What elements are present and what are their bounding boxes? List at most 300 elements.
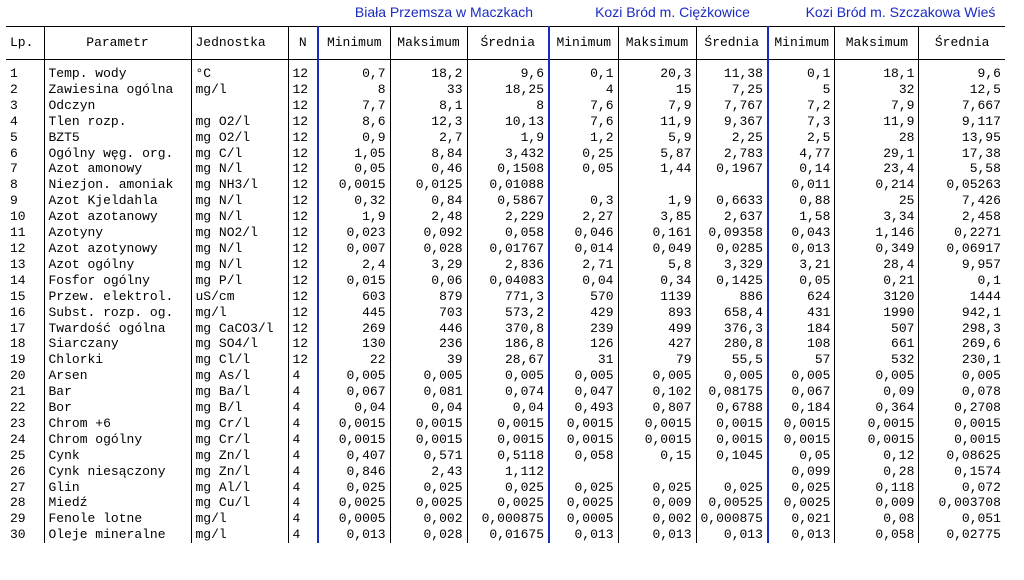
table-body — [6, 66, 1005, 543]
cell-lp: 12 — [10, 240, 26, 256]
cell-s1-srednia: 1,9 — [467, 130, 549, 146]
cell-jednostka: mg N/l — [191, 209, 288, 225]
cell-s2-maksimum: 1139 — [618, 289, 696, 305]
cell-n: 4 — [288, 400, 318, 416]
cell-s2-minimum: 239 — [549, 321, 618, 337]
cell-n: 12 — [288, 225, 318, 241]
cell-s2-maksimum: 5,8 — [618, 257, 696, 273]
cell-jednostka: mg O2/l — [191, 114, 288, 130]
cell-s1-srednia: 8 — [467, 98, 549, 114]
cell-jednostka: mg/l — [191, 82, 288, 98]
cell-lp: 15 — [10, 288, 26, 304]
cell-s3-srednia: 298,3 — [919, 321, 1005, 337]
cell-s3-minimum: 0,099 — [768, 464, 835, 480]
cell-s3-maksimum: 7,9 — [835, 98, 919, 114]
cell-s2-srednia: 0,6788 — [696, 400, 768, 416]
cell-s2-srednia: 9,367 — [696, 114, 768, 130]
cell-s3-maksimum: 11,9 — [835, 114, 919, 130]
cell-s2-maksimum: 1,44 — [618, 161, 696, 177]
cell-s1-minimum: 0,0015 — [318, 432, 390, 448]
cell-s1-minimum: 0,0015 — [318, 177, 390, 193]
table-row — [6, 384, 1005, 400]
cell-s3-srednia: 9,6 — [919, 66, 1005, 82]
cell-s1-minimum: 1,9 — [318, 209, 390, 225]
cell-s2-maksimum: 0,049 — [618, 241, 696, 257]
cell-s1-srednia: 10,13 — [467, 114, 549, 130]
cell-s3-srednia: 0,051 — [919, 511, 1005, 527]
cell-s2-minimum: 0,013 — [549, 527, 618, 543]
cell-lp: 14 — [10, 272, 26, 288]
cell-lp: 11 — [10, 225, 26, 241]
cell-s2-minimum: 0,047 — [549, 384, 618, 400]
cell-parametr: Azot amonowy — [44, 161, 191, 177]
cell-s1-srednia: 771,3 — [467, 289, 549, 305]
cell-s3-srednia: 0,072 — [919, 480, 1005, 496]
cell-s3-minimum: 0,021 — [768, 511, 835, 527]
cell-s2-srednia: 7,25 — [696, 82, 768, 98]
cell-s3-minimum: 431 — [768, 305, 835, 321]
table-row — [6, 130, 1005, 146]
cell-s3-minimum: 0,067 — [768, 384, 835, 400]
cell-s2-srednia — [696, 177, 768, 193]
cell-s2-srednia: 0,0015 — [696, 416, 768, 432]
cell-lp: 20 — [10, 368, 26, 384]
cell-s1-maksimum: 0,84 — [390, 193, 467, 209]
cell-s1-srednia: 0,1508 — [467, 161, 549, 177]
cell-jednostka: mg Al/l — [191, 480, 288, 496]
cell-s3-srednia: 17,38 — [919, 146, 1005, 162]
cell-s1-maksimum: 12,3 — [390, 114, 467, 130]
cell-s2-minimum: 0,04 — [549, 273, 618, 289]
table-row — [6, 98, 1005, 114]
cell-s1-srednia: 0,5118 — [467, 448, 549, 464]
cell-s3-srednia: 9,957 — [919, 257, 1005, 273]
cell-s3-minimum: 0,05 — [768, 448, 835, 464]
cell-s1-maksimum: 8,84 — [390, 146, 467, 162]
table-row — [6, 305, 1005, 321]
cell-s2-srednia: 280,8 — [696, 336, 768, 352]
cell-jednostka: mg Zn/l — [191, 464, 288, 480]
header-s3-srednia: Średnia — [919, 27, 1005, 60]
cell-s1-srednia: 2,229 — [467, 209, 549, 225]
cell-parametr: Azot Kjeldahla — [44, 193, 191, 209]
cell-s2-maksimum: 5,9 — [618, 130, 696, 146]
cell-s2-maksimum: 20,3 — [618, 66, 696, 82]
cell-s2-maksimum: 0,002 — [618, 511, 696, 527]
cell-lp: 30 — [10, 527, 26, 543]
cell-lp: 29 — [10, 511, 26, 527]
cell-lp: 9 — [10, 193, 18, 209]
cell-s2-minimum: 0,493 — [549, 400, 618, 416]
cell-s2-minimum: 0,25 — [549, 146, 618, 162]
cell-s2-srednia: 7,767 — [696, 98, 768, 114]
header-s3-minimum: Minimum — [768, 27, 835, 60]
cell-s1-maksimum: 0,04 — [390, 400, 467, 416]
cell-s2-maksimum: 11,9 — [618, 114, 696, 130]
table-row — [6, 225, 1005, 241]
cell-s2-maksimum: 7,9 — [618, 98, 696, 114]
cell-s1-maksimum: 0,46 — [390, 161, 467, 177]
cell-s1-srednia: 28,67 — [467, 352, 549, 368]
cell-s3-minimum: 4,77 — [768, 146, 835, 162]
cell-n: 12 — [288, 146, 318, 162]
cell-s1-minimum: 7,7 — [318, 98, 390, 114]
cell-parametr: Temp. wody — [44, 66, 191, 82]
cell-parametr: Chrom +6 — [44, 416, 191, 432]
cell-jednostka: mg O2/l — [191, 130, 288, 146]
table-row — [6, 464, 1005, 480]
cell-s3-srednia: 13,95 — [919, 130, 1005, 146]
cell-lp: 24 — [10, 431, 26, 447]
cell-s3-srednia: 12,5 — [919, 82, 1005, 98]
cell-s3-srednia: 9,117 — [919, 114, 1005, 130]
cell-n: 12 — [288, 114, 318, 130]
cell-s3-srednia: 0,2708 — [919, 400, 1005, 416]
cell-s1-srednia: 9,6 — [467, 66, 549, 82]
cell-parametr: Bar — [44, 384, 191, 400]
cell-s1-maksimum: 0,081 — [390, 384, 467, 400]
cell-lp: 27 — [10, 479, 26, 495]
cell-s3-minimum: 0,005 — [768, 368, 835, 384]
cell-s3-maksimum: 28 — [835, 130, 919, 146]
cell-s3-minimum: 0,0015 — [768, 432, 835, 448]
cell-s3-minimum: 7,2 — [768, 98, 835, 114]
table-row — [6, 495, 1005, 511]
cell-n: 12 — [288, 209, 318, 225]
cell-s3-minimum: 0,184 — [768, 400, 835, 416]
cell-s1-srednia: 0,04083 — [467, 273, 549, 289]
cell-s1-minimum: 0,025 — [318, 480, 390, 496]
cell-n: 4 — [288, 480, 318, 496]
cell-jednostka — [191, 98, 288, 114]
table-row — [6, 273, 1005, 289]
cell-n: 12 — [288, 321, 318, 337]
cell-n: 12 — [288, 66, 318, 82]
cell-s1-srednia: 0,01675 — [467, 527, 549, 543]
cell-s3-maksimum: 0,0015 — [835, 432, 919, 448]
cell-s1-srednia: 2,836 — [467, 257, 549, 273]
cell-parametr: Fenole lotne — [44, 511, 191, 527]
cell-s3-maksimum: 0,005 — [835, 368, 919, 384]
cell-lp: 3 — [10, 97, 18, 113]
cell-s2-maksimum: 1,9 — [618, 193, 696, 209]
cell-s2-srednia: 0,1967 — [696, 161, 768, 177]
cell-jednostka: mg NO2/l — [191, 225, 288, 241]
cell-n: 12 — [288, 177, 318, 193]
cell-s3-srednia: 0,1574 — [919, 464, 1005, 480]
cell-s3-maksimum: 0,0015 — [835, 416, 919, 432]
cell-n: 12 — [288, 336, 318, 352]
cell-s3-minimum: 1,58 — [768, 209, 835, 225]
table-header-row — [6, 27, 1005, 60]
table-row — [6, 400, 1005, 416]
header-s1-maksimum: Maksimum — [390, 27, 467, 60]
cell-s1-srednia: 0,01767 — [467, 241, 549, 257]
cell-s2-maksimum: 893 — [618, 305, 696, 321]
cell-jednostka: mg NH3/l — [191, 177, 288, 193]
cell-parametr: Niezjon. amoniak — [44, 177, 191, 193]
cell-s3-maksimum: 0,349 — [835, 241, 919, 257]
cell-jednostka: mg Cu/l — [191, 495, 288, 511]
cell-s1-minimum: 0,7 — [318, 66, 390, 82]
cell-n: 12 — [288, 273, 318, 289]
cell-s1-minimum: 22 — [318, 352, 390, 368]
cell-jednostka: mg B/l — [191, 400, 288, 416]
cell-s3-srednia: 5,58 — [919, 161, 1005, 177]
cell-s2-minimum: 0,1 — [549, 66, 618, 82]
cell-s1-minimum: 0,005 — [318, 368, 390, 384]
cell-s3-minimum: 0,14 — [768, 161, 835, 177]
cell-parametr: Przew. elektrol. — [44, 289, 191, 305]
cell-lp: 2 — [10, 81, 18, 97]
cell-parametr: Bor — [44, 400, 191, 416]
cell-s2-minimum: 0,3 — [549, 193, 618, 209]
cell-s3-minimum: 0,025 — [768, 480, 835, 496]
cell-s3-maksimum: 1990 — [835, 305, 919, 321]
cell-s2-maksimum: 499 — [618, 321, 696, 337]
table-row — [6, 352, 1005, 368]
table-row — [6, 82, 1005, 98]
cell-s2-srednia: 2,783 — [696, 146, 768, 162]
header-parametr: Parametr — [44, 27, 191, 60]
cell-s3-maksimum: 0,058 — [835, 527, 919, 543]
header-n: N — [288, 27, 318, 60]
cell-s2-srednia: 2,25 — [696, 130, 768, 146]
cell-s3-maksimum: 532 — [835, 352, 919, 368]
cell-s1-srednia: 0,04 — [467, 400, 549, 416]
table-row — [6, 66, 1005, 82]
cell-n: 12 — [288, 352, 318, 368]
cell-s3-maksimum: 0,28 — [835, 464, 919, 480]
cell-s2-maksimum: 5,87 — [618, 146, 696, 162]
cell-lp: 5 — [10, 129, 18, 145]
cell-jednostka: mg/l — [191, 527, 288, 543]
cell-jednostka: mg N/l — [191, 241, 288, 257]
cell-s2-minimum — [549, 177, 618, 193]
cell-s3-minimum: 3,21 — [768, 257, 835, 273]
cell-n: 12 — [288, 305, 318, 321]
cell-s1-minimum: 0,023 — [318, 225, 390, 241]
cell-lp: 16 — [10, 304, 26, 320]
section-title-kozi-brod-szczakowa: Kozi Bród m. Szczakowa Wieś — [805, 4, 996, 20]
cell-s1-maksimum: 39 — [390, 352, 467, 368]
cell-s1-maksimum: 0,092 — [390, 225, 467, 241]
cell-s3-maksimum: 25 — [835, 193, 919, 209]
cell-jednostka: mg N/l — [191, 193, 288, 209]
table-row — [6, 257, 1005, 273]
cell-s3-srednia: 0,08625 — [919, 448, 1005, 464]
cell-s2-srednia — [696, 464, 768, 480]
cell-s1-maksimum: 2,43 — [390, 464, 467, 480]
cell-s3-maksimum: 0,08 — [835, 511, 919, 527]
cell-jednostka: mg C/l — [191, 146, 288, 162]
cell-s3-maksimum: 29,1 — [835, 146, 919, 162]
cell-s3-minimum: 2,5 — [768, 130, 835, 146]
header-lp: Lp. — [6, 27, 44, 60]
cell-s3-srednia: 0,005 — [919, 368, 1005, 384]
table-row — [6, 161, 1005, 177]
cell-s2-minimum: 0,0005 — [549, 511, 618, 527]
cell-s3-minimum: 184 — [768, 321, 835, 337]
cell-jednostka: mg CaCO3/l — [191, 321, 288, 337]
cell-n: 4 — [288, 368, 318, 384]
cell-parametr: Cynk — [44, 448, 191, 464]
cell-s2-minimum: 2,27 — [549, 209, 618, 225]
cell-s2-srednia: 0,0285 — [696, 241, 768, 257]
header-s3-maksimum: Maksimum — [835, 27, 919, 60]
cell-lp: 21 — [10, 384, 26, 400]
header-s2-maksimum: Maksimum — [618, 27, 696, 60]
section-title-kozi-brod-ciezkowice: Kozi Bród m. Ciężkowice — [595, 4, 750, 20]
cell-s2-maksimum: 0,807 — [618, 400, 696, 416]
cell-s3-minimum: 108 — [768, 336, 835, 352]
cell-n: 4 — [288, 495, 318, 511]
cell-lp: 23 — [10, 415, 26, 431]
cell-s2-minimum: 0,0025 — [549, 495, 618, 511]
cell-lp: 19 — [10, 352, 26, 368]
cell-s2-minimum: 1,2 — [549, 130, 618, 146]
header-s1-minimum: Minimum — [318, 27, 390, 60]
cell-parametr: Tlen rozp. — [44, 114, 191, 130]
cell-s2-maksimum: 0,005 — [618, 368, 696, 384]
cell-s1-maksimum: 0,0015 — [390, 432, 467, 448]
table-row — [6, 432, 1005, 448]
cell-jednostka: mg Cr/l — [191, 432, 288, 448]
cell-n: 12 — [288, 98, 318, 114]
cell-s3-maksimum: 28,4 — [835, 257, 919, 273]
cell-s1-maksimum: 0,028 — [390, 241, 467, 257]
cell-s1-maksimum: 0,002 — [390, 511, 467, 527]
cell-s2-maksimum: 0,025 — [618, 480, 696, 496]
cell-parametr: Miedź — [44, 495, 191, 511]
table-row — [6, 114, 1005, 130]
cell-s3-minimum: 0,0025 — [768, 495, 835, 511]
cell-s1-maksimum: 703 — [390, 305, 467, 321]
cell-parametr: Chlorki — [44, 352, 191, 368]
cell-s2-minimum: 31 — [549, 352, 618, 368]
cell-s1-srednia: 0,074 — [467, 384, 549, 400]
cell-jednostka: mg/l — [191, 511, 288, 527]
cell-s1-srednia: 0,01088 — [467, 177, 549, 193]
cell-s1-minimum: 0,9 — [318, 130, 390, 146]
cell-s2-minimum: 0,046 — [549, 225, 618, 241]
cell-s1-maksimum: 0,06 — [390, 273, 467, 289]
cell-n: 4 — [288, 448, 318, 464]
cell-s3-minimum: 0,0015 — [768, 416, 835, 432]
cell-s2-srednia: 0,6633 — [696, 193, 768, 209]
table-row — [6, 241, 1005, 257]
cell-lp: 17 — [10, 320, 26, 336]
cell-s2-srednia: 0,005 — [696, 368, 768, 384]
cell-s2-maksimum: 0,0015 — [618, 416, 696, 432]
cell-s3-maksimum: 661 — [835, 336, 919, 352]
cell-n: 4 — [288, 384, 318, 400]
cell-parametr: Twardość ogólna — [44, 321, 191, 337]
cell-s1-srednia: 1,112 — [467, 464, 549, 480]
cell-parametr: Arsen — [44, 368, 191, 384]
cell-s1-srednia: 0,058 — [467, 225, 549, 241]
cell-s2-minimum: 0,05 — [549, 161, 618, 177]
cell-s3-srednia: 0,06917 — [919, 241, 1005, 257]
cell-s2-minimum: 0,014 — [549, 241, 618, 257]
cell-parametr: BZT5 — [44, 130, 191, 146]
cell-s2-srednia: 0,000875 — [696, 511, 768, 527]
cell-s2-srednia: 0,025 — [696, 480, 768, 496]
section-title-biala-przemsza: Biała Przemsza w Maczkach — [354, 4, 534, 20]
cell-s1-minimum: 0,04 — [318, 400, 390, 416]
cell-s2-maksimum: 79 — [618, 352, 696, 368]
cell-s1-srednia: 0,000875 — [467, 511, 549, 527]
cell-s3-minimum: 0,05 — [768, 273, 835, 289]
cell-s1-maksimum: 18,2 — [390, 66, 467, 82]
table-row — [6, 289, 1005, 305]
cell-s2-srednia: 2,637 — [696, 209, 768, 225]
cell-s1-maksimum: 0,571 — [390, 448, 467, 464]
cell-s1-maksimum: 0,005 — [390, 368, 467, 384]
cell-s1-srednia: 0,5867 — [467, 193, 549, 209]
cell-s1-maksimum: 3,29 — [390, 257, 467, 273]
cell-n: 4 — [288, 416, 318, 432]
cell-jednostka: uS/cm — [191, 289, 288, 305]
cell-lp: 26 — [10, 463, 26, 479]
cell-parametr: Subst. rozp. og. — [44, 305, 191, 321]
cell-s2-minimum: 7,6 — [549, 98, 618, 114]
cell-n: 4 — [288, 432, 318, 448]
cell-s1-maksimum: 0,028 — [390, 527, 467, 543]
cell-s3-maksimum: 507 — [835, 321, 919, 337]
cell-s2-minimum: 7,6 — [549, 114, 618, 130]
cell-s3-srednia: 0,05263 — [919, 177, 1005, 193]
cell-parametr: Zawiesina ogólna — [44, 82, 191, 98]
cell-s3-minimum: 0,011 — [768, 177, 835, 193]
cell-s2-srednia: 3,329 — [696, 257, 768, 273]
cell-s2-srednia: 11,38 — [696, 66, 768, 82]
cell-s2-maksimum: 0,102 — [618, 384, 696, 400]
cell-parametr: Odczyn — [44, 98, 191, 114]
cell-s3-minimum: 0,1 — [768, 66, 835, 82]
cell-s3-srednia: 0,0015 — [919, 416, 1005, 432]
table-row — [6, 146, 1005, 162]
cell-parametr: Siarczany — [44, 336, 191, 352]
cell-s1-minimum: 0,32 — [318, 193, 390, 209]
cell-s1-maksimum: 879 — [390, 289, 467, 305]
cell-lp: 13 — [10, 256, 26, 272]
cell-lp: 25 — [10, 447, 26, 463]
cell-n: 12 — [288, 82, 318, 98]
cell-s1-minimum: 0,0025 — [318, 495, 390, 511]
cell-s3-srednia: 7,667 — [919, 98, 1005, 114]
cell-s3-srednia: 0,003708 — [919, 495, 1005, 511]
cell-lp: 6 — [10, 145, 18, 161]
cell-s3-minimum: 0,013 — [768, 527, 835, 543]
cell-jednostka: mg N/l — [191, 161, 288, 177]
cell-s1-minimum: 603 — [318, 289, 390, 305]
cell-s2-maksimum: 0,15 — [618, 448, 696, 464]
table-row — [6, 527, 1005, 543]
cell-s3-maksimum: 3,34 — [835, 209, 919, 225]
cell-s2-minimum: 0,0015 — [549, 416, 618, 432]
cell-s2-maksimum: 427 — [618, 336, 696, 352]
cell-s1-minimum: 269 — [318, 321, 390, 337]
cell-s1-maksimum: 0,0015 — [390, 416, 467, 432]
cell-s2-srednia: 658,4 — [696, 305, 768, 321]
cell-s3-maksimum: 0,009 — [835, 495, 919, 511]
cell-s2-minimum: 429 — [549, 305, 618, 321]
cell-s1-minimum: 0,013 — [318, 527, 390, 543]
cell-s2-srednia: 0,1425 — [696, 273, 768, 289]
cell-s2-minimum: 126 — [549, 336, 618, 352]
cell-s2-srednia: 55,5 — [696, 352, 768, 368]
